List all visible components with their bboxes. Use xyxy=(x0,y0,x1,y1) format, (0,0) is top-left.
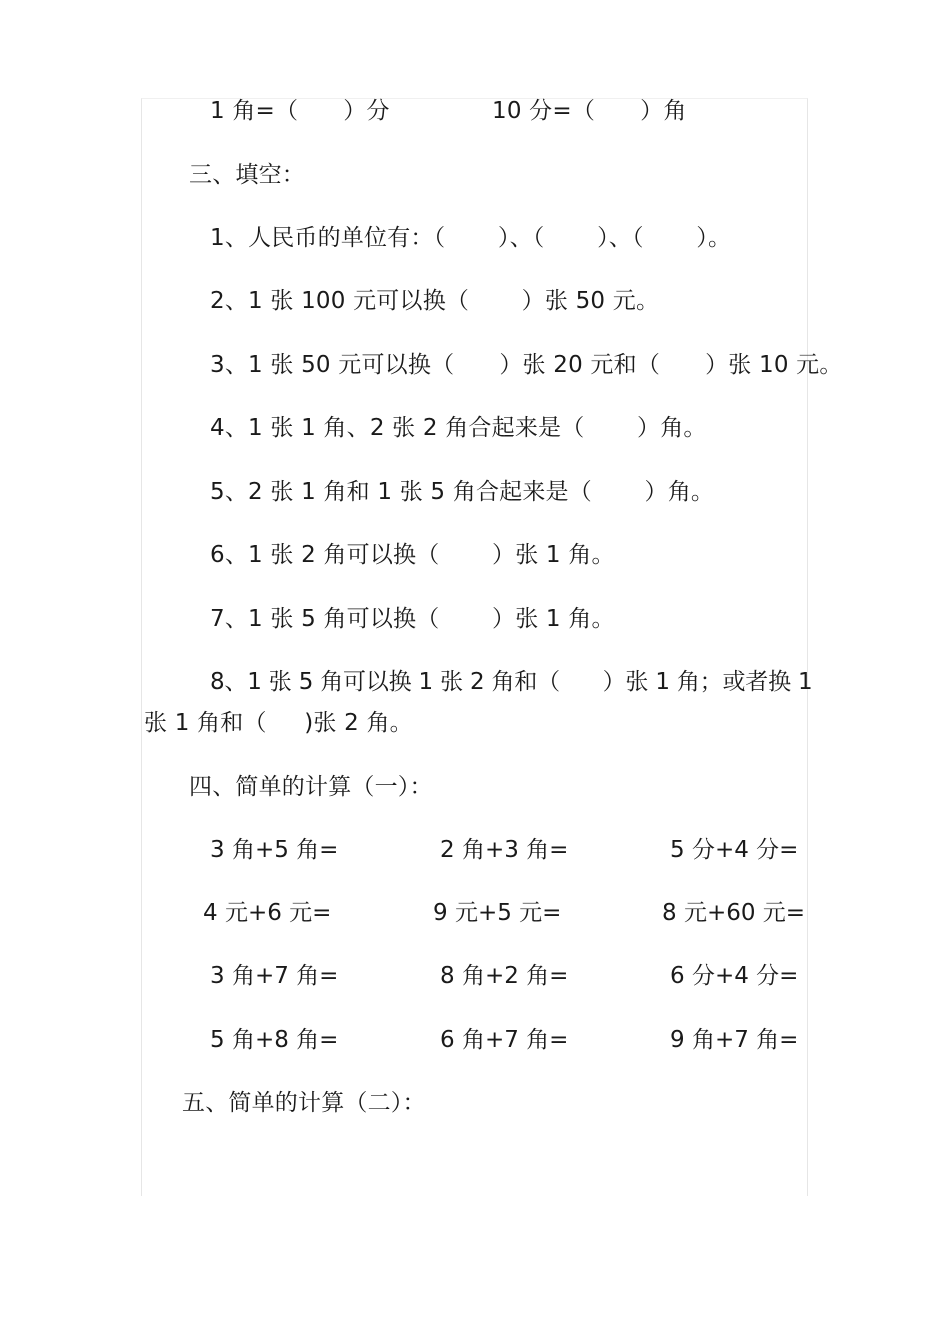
fill-item-8-line-2: 张 1 角和（ )张 2 角。 xyxy=(144,710,413,736)
calc-cell: 6 角+7 角= xyxy=(440,1027,569,1053)
fill-item-7: 7、1 张 5 角可以换（ ）张 1 角。 xyxy=(210,606,615,632)
fill-item-8-line-1: 8、1 张 5 角可以换 1 张 2 角和（ ）张 1 角；或者换 1 xyxy=(210,669,813,695)
fill-item-5: 5、2 张 1 角和 1 张 5 角合起来是（ ）角。 xyxy=(210,479,715,505)
calc-cell: 8 元+60 元= xyxy=(662,900,806,926)
calc-cell: 9 元+5 元= xyxy=(433,900,562,926)
section-5-heading: 五、简单的计算（二）： xyxy=(182,1090,426,1116)
calc-cell: 8 角+2 角= xyxy=(440,963,569,989)
conversion-jiao-fen: 1 角=（ ）分 xyxy=(210,98,390,124)
calc-cell: 4 元+6 元= xyxy=(203,900,332,926)
section-3-heading: 三、填空： xyxy=(189,162,305,188)
section-4-heading: 四、简单的计算（一）： xyxy=(189,774,433,800)
fill-item-6: 6、1 张 2 角可以换（ ）张 1 角。 xyxy=(210,542,615,568)
calc-cell: 5 角+8 角= xyxy=(210,1027,339,1053)
fill-item-2: 2、1 张 100 元可以换（ ）张 50 元。 xyxy=(210,288,660,314)
calc-cell: 3 角+5 角= xyxy=(210,837,339,863)
calc-cell: 3 角+7 角= xyxy=(210,963,339,989)
fill-item-4: 4、1 张 1 角、2 张 2 角合起来是（ ）角。 xyxy=(210,415,707,441)
calc-cell: 9 角+7 角= xyxy=(670,1027,799,1053)
calc-cell: 6 分+4 分= xyxy=(670,963,799,989)
conversion-fen-jiao: 10 分=（ ）角 xyxy=(492,98,687,124)
calc-cell: 2 角+3 角= xyxy=(440,837,569,863)
fill-item-1: 1、人民币的单位有：（ ）、（ ）、（ ）。 xyxy=(210,225,732,251)
fill-item-3: 3、1 张 50 元可以换（ ）张 20 元和（ ）张 10 元。 xyxy=(210,352,843,378)
calc-cell: 5 分+4 分= xyxy=(670,837,799,863)
